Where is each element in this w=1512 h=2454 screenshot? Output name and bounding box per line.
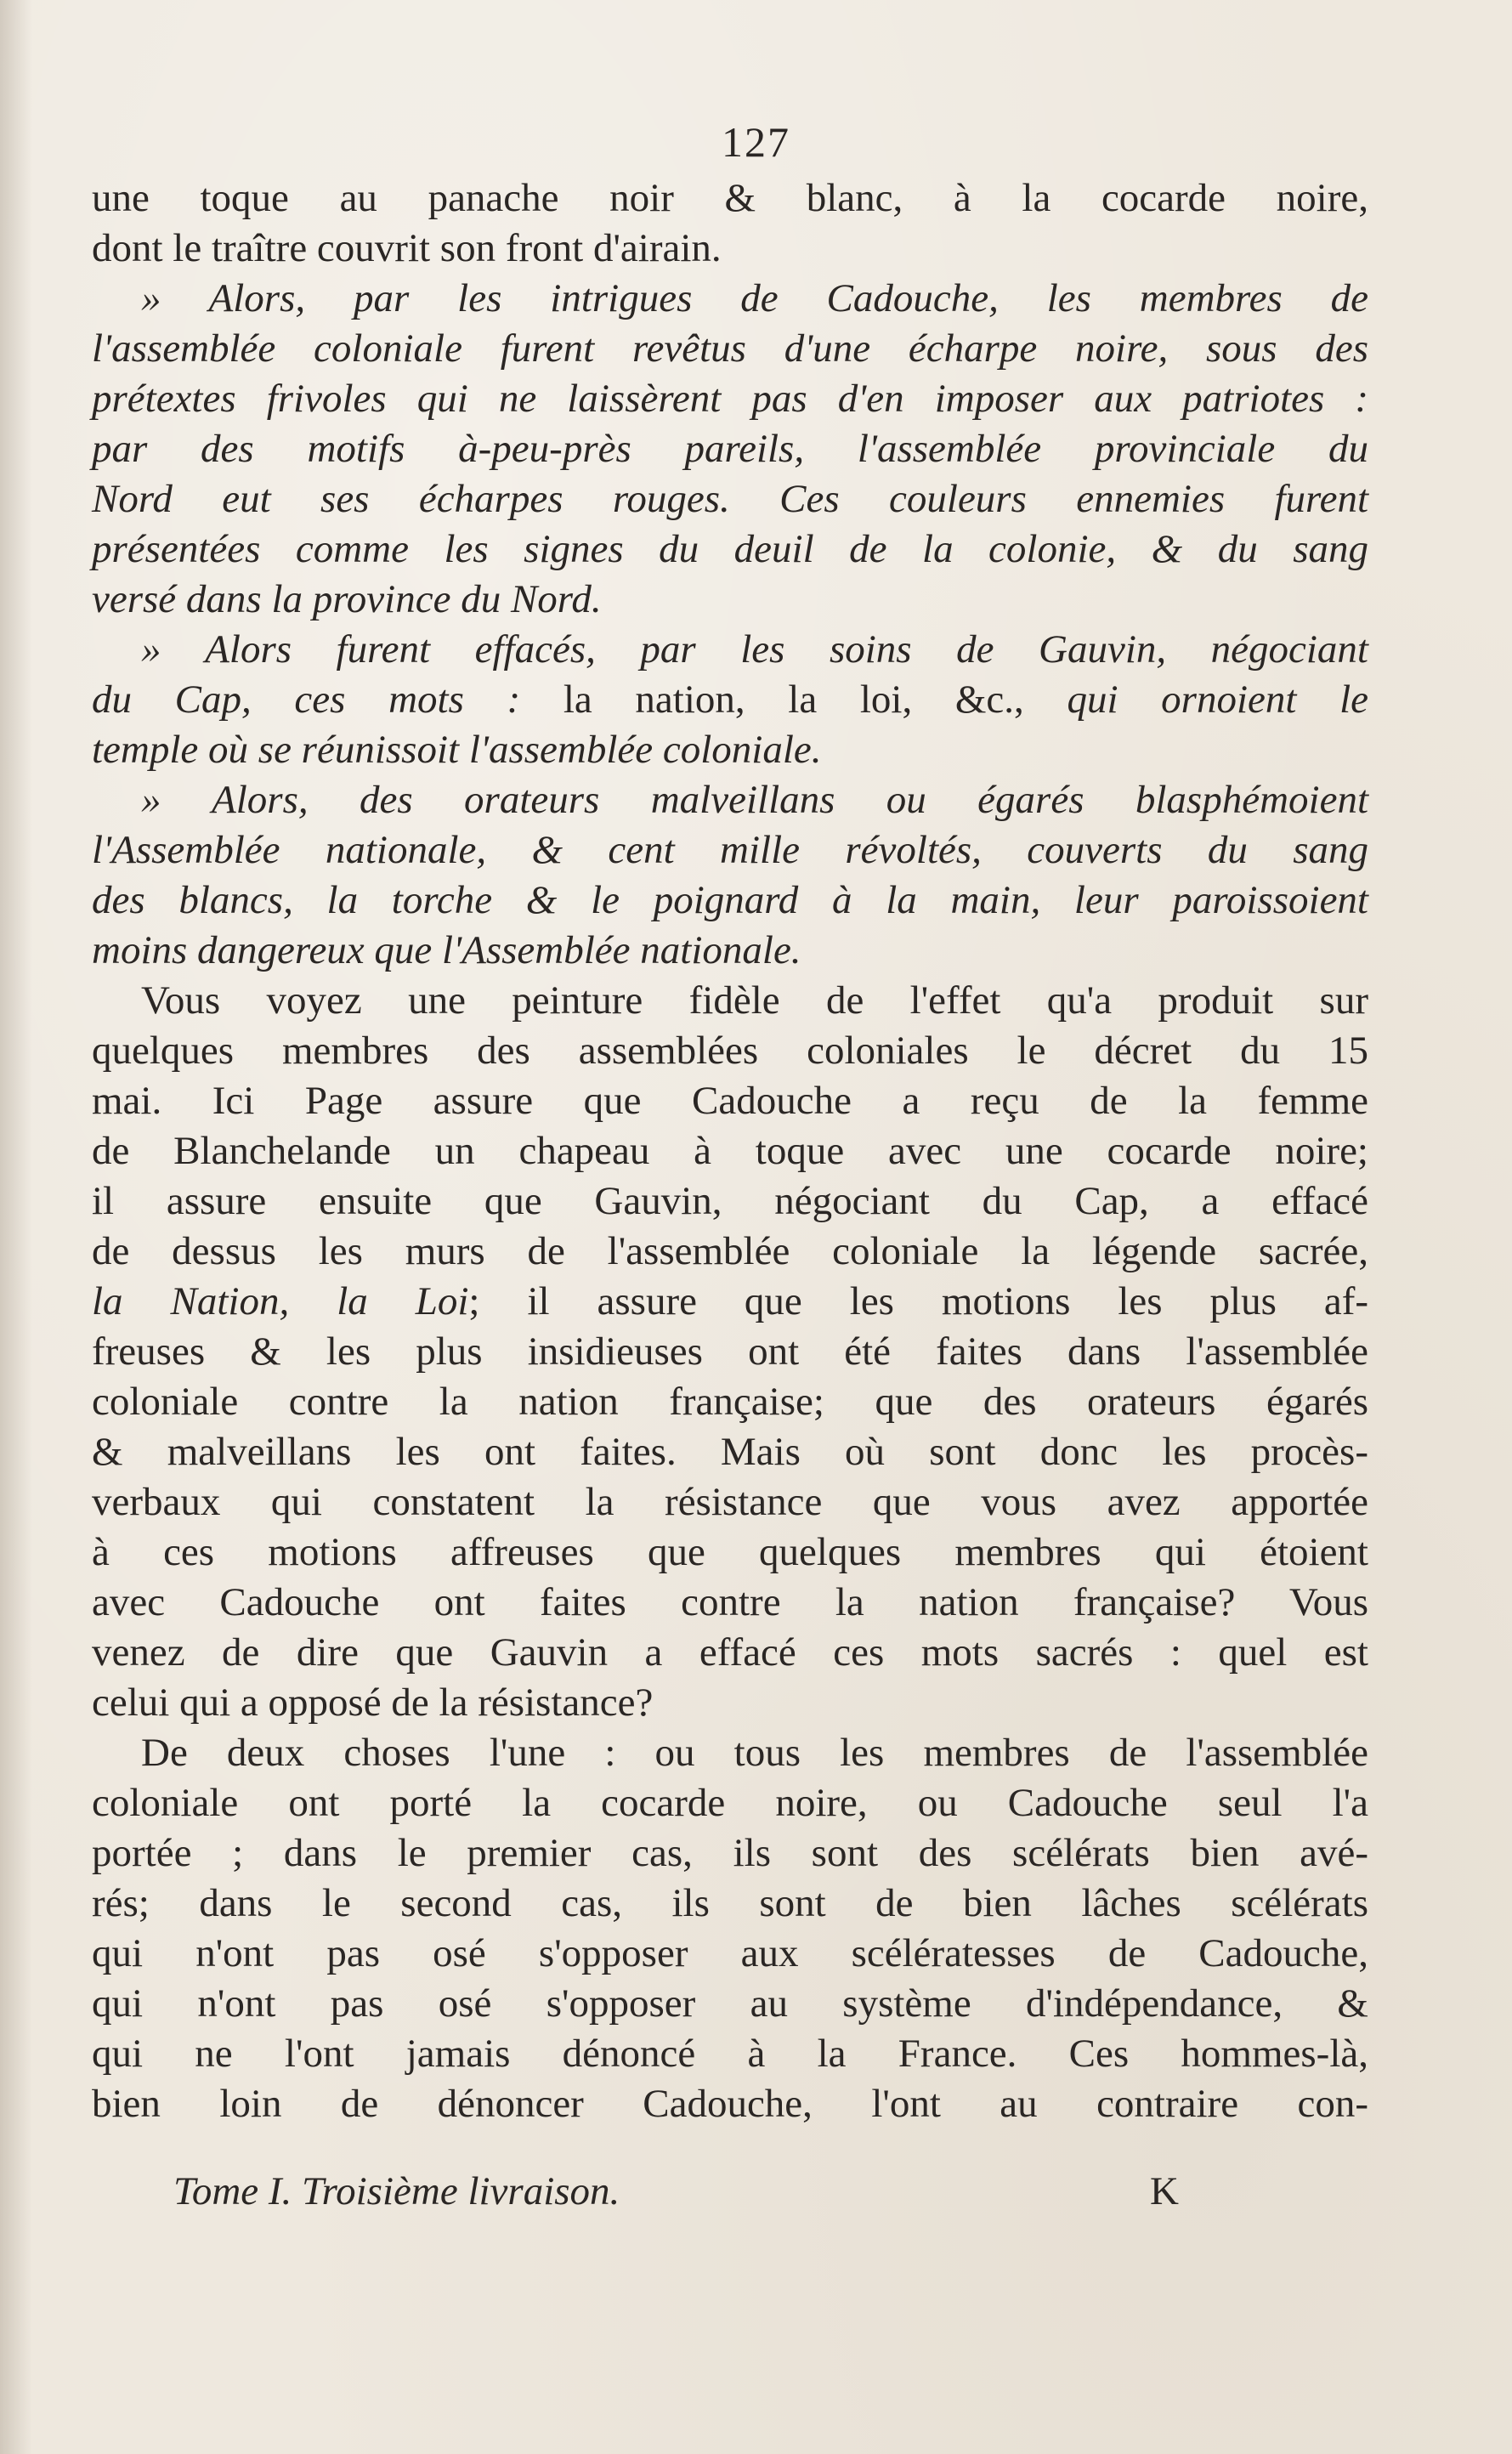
text-line: quelques membres des assemblées coloniales le décret du 15: [92, 1029, 1368, 1073]
signature-mark: K: [1150, 2169, 1179, 2213]
text-line: une toque au panache noir & blanc, à la cocarde noire,: [92, 176, 1368, 220]
text-line: moins dangereux que l'Assemblée nationale.: [92, 928, 801, 972]
text-line: » Alors, des orateurs malveillans ou égarés blasphémoient: [141, 778, 1368, 822]
page-number: 127: [722, 118, 790, 166]
text-line: freuses & les plus insidieuses ont été faites dans l'assemblée: [92, 1329, 1368, 1374]
body-text: [92, 173, 1368, 2129]
text-line: par des motifs à-peu-près pareils, l'assemblée provinciale du: [92, 427, 1368, 471]
text-line: versé dans la province du Nord.: [92, 577, 602, 621]
text-line: mai. Ici Page assure que Cadouche a reçu de la femme: [92, 1079, 1368, 1123]
text-line: verbaux qui constatent la résistance que vous avez apportée: [92, 1480, 1368, 1524]
text-line: prétextes frivoles qui ne laissèrent pas d'en imposer aux patriotes :: [92, 377, 1368, 421]
text-line: [92, 625, 1368, 675]
text-line: coloniale ont porté la cocarde noire, ou Cadouche seul l'a: [92, 1781, 1368, 1825]
text-line: l'Assemblée nationale, & cent mille révoltés, couverts du sang: [92, 828, 1368, 872]
text-line: bien loin de dénoncer Cadouche, l'ont au contraire con-: [92, 2082, 1368, 2126]
text-line: venez de dire que Gauvin a effacé ces mots sacrés : quel est: [92, 1630, 1368, 1675]
text-line: qui ne l'ont jamais dénoncé à la France. Ces hommes-là,: [92, 2032, 1368, 2076]
text-segment: ; il assure que les motions les plus af-: [468, 1279, 1369, 1323]
text-line: l'assemblée coloniale furent revêtus d'une écharpe noire, sous des: [92, 326, 1368, 371]
text-line: il assure ensuite que Gauvin, négociant du Cap, a effacé: [92, 1179, 1368, 1223]
text-line: coloniale contre la nation française; que des orateurs égarés: [92, 1380, 1368, 1424]
text-line: [92, 1277, 1368, 1327]
text-line: & malveillans les ont faites. Mais où sont donc les procès-: [92, 1430, 1368, 1474]
text-line: de Blanchelande un chapeau à toque avec une cocarde noire;: [92, 1129, 1368, 1173]
text-line: » Alors, par les intrigues de Cadouche, les membres de: [141, 276, 1368, 320]
binding-gutter-shadow: [0, 0, 32, 2454]
text-line: Nord eut ses écharpes rouges. Ces couleurs ennemies furent: [92, 477, 1368, 521]
text-line: dont le traître couvrit son front d'airain.: [92, 226, 722, 270]
text-segment: la nation, la loi, &c.,: [563, 677, 1024, 722]
text-line: de dessus les murs de l'assemblée coloniale la légende sacrée,: [92, 1229, 1368, 1273]
text-line: De deux choses l'une : ou tous les membres de l'assemblée: [141, 1731, 1368, 1775]
text-line: des blancs, la torche & le poignard à la main, leur paroissoient: [92, 878, 1368, 922]
text-line: [92, 675, 1368, 725]
page-footer: [92, 2166, 1368, 2217]
text-line: Vous voyez une peinture fidèle de l'effet qu'a produit sur: [141, 978, 1368, 1023]
text-line: portée ; dans le premier cas, ils sont des scélérats bien avé-: [92, 1831, 1368, 1875]
text-line: temple où se réunissoit l'assemblée coloniale.: [92, 728, 822, 772]
text-segment: du Cap, ces mots :: [92, 677, 563, 722]
text-line: qui n'ont pas osé s'opposer aux scélératesses de Cadouche,: [92, 1931, 1368, 1975]
text-line: celui qui a opposé de la résistance?: [92, 1680, 654, 1725]
footer-volume-title: Tome I. Troisième livraison.: [173, 2169, 620, 2213]
text-line: présentées comme les signes du deuil de la colonie, & du sang: [92, 527, 1368, 571]
text-segment: » Alors furent effacés, par les soins de Gauvin, négociant: [141, 627, 1368, 672]
text-line: à ces motions affreuses que quelques membres qui étoient: [92, 1530, 1368, 1574]
text-line: rés; dans le second cas, ils sont de bien lâches scélérats: [92, 1881, 1368, 1925]
text-line: avec Cadouche ont faites contre la nation française? Vous: [92, 1580, 1368, 1624]
text-segment: la Nation, la Loi: [92, 1279, 469, 1323]
text-line: qui n'ont pas osé s'opposer au système d'indépendance, &: [92, 1981, 1368, 2026]
text-segment: qui ornoient le: [1023, 677, 1368, 722]
